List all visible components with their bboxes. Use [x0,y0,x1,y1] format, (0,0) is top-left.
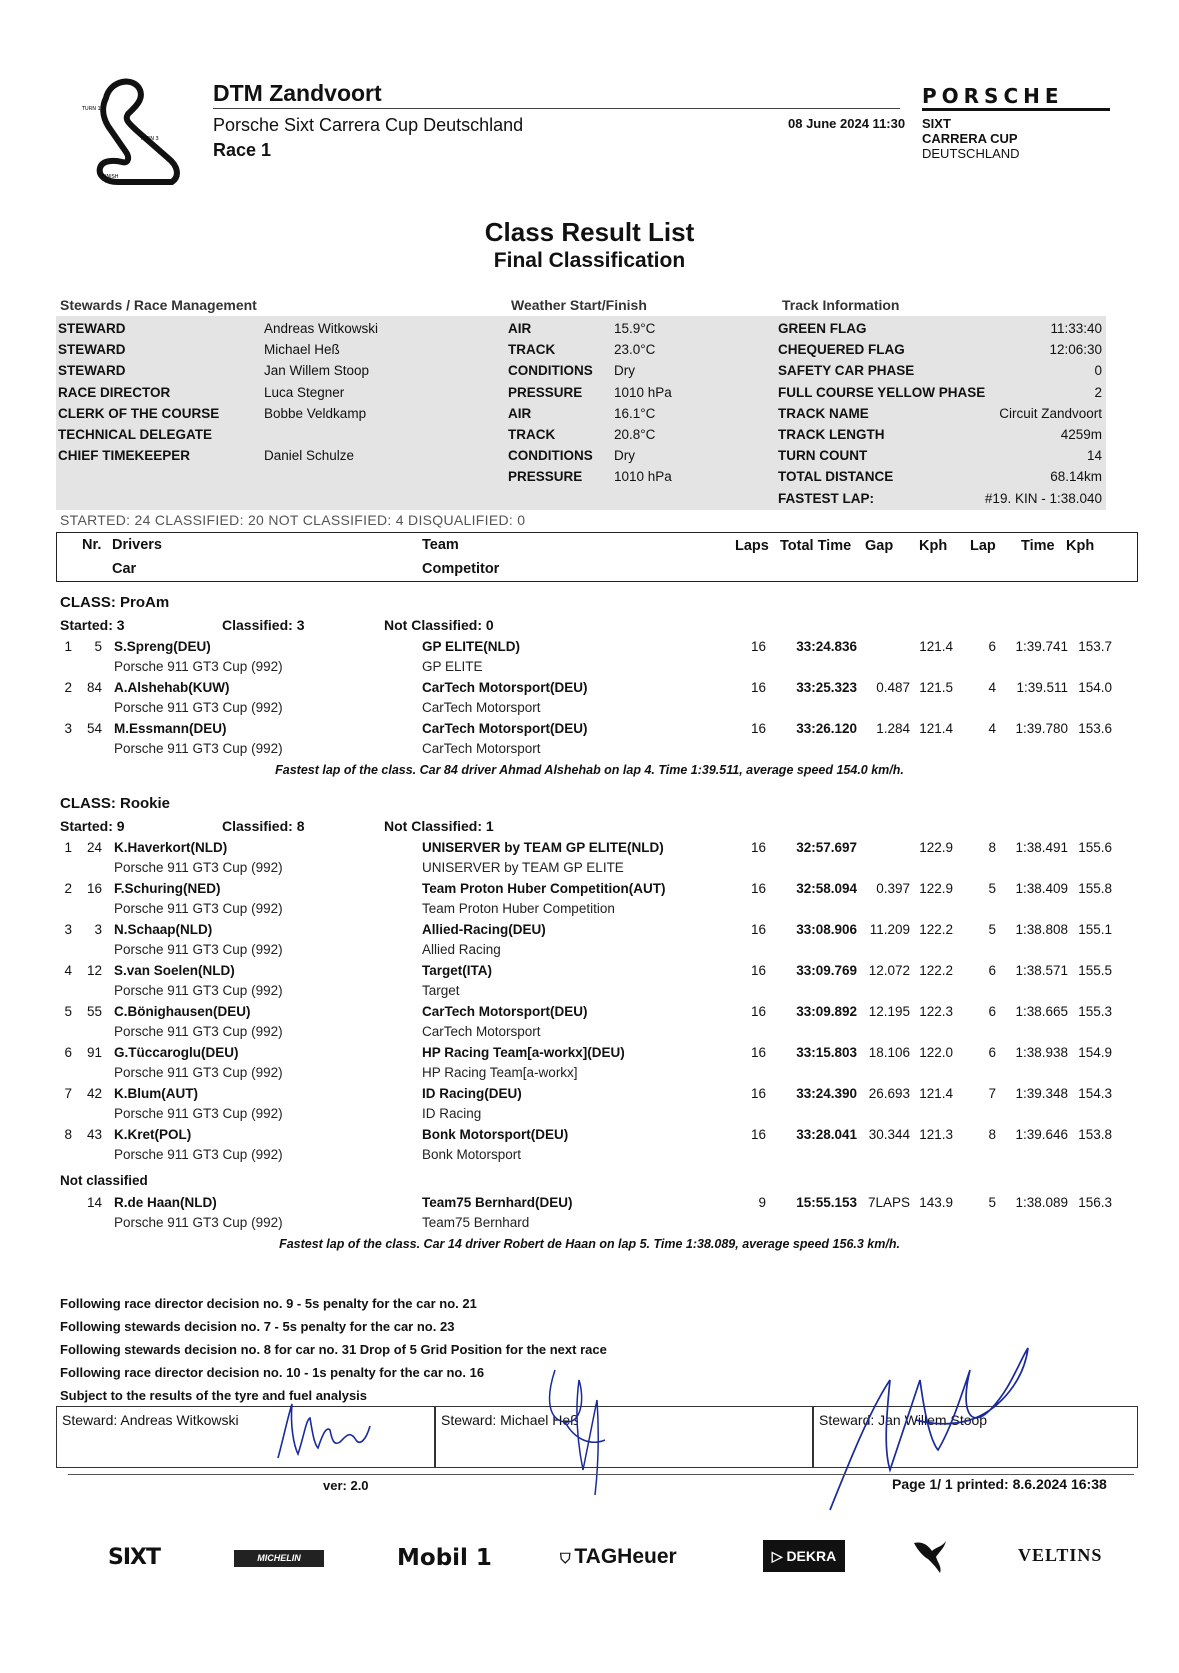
signature-steward-2: Steward: Michael Heß [441,1412,579,1428]
result-position: 3 [64,721,72,736]
avg-kph: 122.0 [919,1045,953,1060]
class-started: Started: 3 [60,617,125,633]
team-name: ID Racing(DEU) [422,1086,522,1101]
competitor-name: ID Racing [422,1106,482,1121]
total-time: 33:09.769 [796,963,857,978]
race-summary: STARTED: 24 CLASSIFIED: 20 NOT CLASSIFIED: 4 DISQUALIFIED: 0 [60,512,526,528]
car-number: 84 [86,680,102,695]
weather-value: 20.8°C [614,427,656,442]
best-lap-number: 6 [988,963,996,978]
weather-value: Dry [614,363,635,379]
best-lap-kph: 153.6 [1078,721,1112,736]
class-name: CLASS: ProAm [60,594,170,611]
logo-carrera: CARRERA CUP [922,131,1018,146]
car-model: Porsche 911 GT3 Cup (992) [114,901,283,916]
sponsor-tagheuer-label: TAGHeuer [574,1545,677,1568]
track-label: TOTAL DISTANCE [778,469,894,485]
sponsor-michelin: MICHELIN [234,1550,324,1567]
col-laps: Laps [735,538,769,554]
col-kph: Kph [919,538,948,554]
steward-name: Bobbe Veldkamp [264,405,367,421]
car-number: 3 [94,922,102,937]
track-value: 0 [1094,363,1102,379]
track-label: CHEQUERED FLAG [778,342,905,358]
competitor-name: Allied Racing [422,942,501,957]
steward-name: Andreas Witkowski [264,321,379,336]
competitor-name: CarTech Motorsport [422,700,541,715]
result-position: 6 [64,1045,72,1060]
logo-sixt: SIXT [922,116,951,131]
team-name: CarTech Motorsport(DEU) [422,721,588,736]
result-position: 2 [64,881,72,896]
steward-role: RACE DIRECTOR [58,384,171,400]
weather-value: 15.9°C [614,321,656,336]
team-name: CarTech Motorsport(DEU) [422,1004,588,1019]
team-name: Team75 Bernhard(DEU) [422,1195,573,1210]
class-not-classified: Not Classified: 1 [384,818,494,834]
stewards-heading: Stewards / Race Management [60,297,257,313]
col-total-time: Total Time [780,538,852,554]
class-started: Started: 9 [60,818,125,834]
avg-kph: 122.9 [919,881,953,896]
competitor-name: GP ELITE [422,659,483,674]
laps-count: 9 [758,1195,766,1210]
best-lap-kph: 155.8 [1078,881,1112,896]
car-number: 12 [86,963,102,978]
best-lap-number: 7 [988,1086,996,1101]
weather-label: PRESSURE [508,384,583,400]
tagheuer-shield-icon: ⛉ [560,1550,575,1566]
car-model: Porsche 911 GT3 Cup (992) [114,860,283,875]
best-lap-kph: 154.3 [1078,1086,1112,1101]
page-printed: Page 1/ 1 printed: 8.6.2024 16:38 [892,1476,1107,1492]
team-name: UNISERVER by TEAM GP ELITE(NLD) [422,840,664,855]
total-time: 32:58.094 [796,881,857,896]
driver-name: N.Schaap(NLD) [114,922,213,937]
logo-deutschland: DEUTSCHLAND [922,146,1020,161]
laps-count: 16 [750,639,766,654]
team-name: CarTech Motorsport(DEU) [422,680,588,695]
porsche-logo: PORSCHE [922,84,1064,108]
steward-name: Michael Heß [264,342,340,358]
steward-role: CHIEF TIMEKEEPER [58,448,191,464]
gap: 0.397 [876,881,910,896]
sponsor-mobil1: Mobil 1 [397,1545,492,1571]
sponsor-sixt: SIXT [108,1545,160,1570]
car-model: Porsche 911 GT3 Cup (992) [114,1215,283,1230]
map-label-turn1: TURN 1 [82,106,101,112]
weather-value: 16.1°C [614,405,656,421]
track-label: GREEN FLAG [778,321,867,336]
col-best-kph: Kph [1066,538,1095,554]
competitor-name: Team75 Bernhard [422,1215,530,1230]
best-lap-number: 5 [988,1195,996,1210]
team-name: Target(ITA) [422,963,492,978]
steward-role: TECHNICAL DELEGATE [58,427,213,442]
track-label: FASTEST LAP: [778,490,875,506]
avg-kph: 143.9 [919,1195,953,1210]
header-divider [213,108,900,109]
best-lap-number: 6 [988,639,996,654]
competitor-name: Team Proton Huber Competition [422,901,615,916]
gap: 12.072 [868,963,910,978]
weather-label: TRACK [508,427,556,442]
laps-count: 16 [750,881,766,896]
car-model: Porsche 911 GT3 Cup (992) [114,1024,283,1039]
gap: 11.209 [869,922,910,937]
competitor-name: Bonk Motorsport [422,1147,522,1162]
steward-name: Luca Stegner [264,384,345,400]
weather-label: AIR [508,405,532,421]
avg-kph: 121.3 [919,1127,953,1142]
event-title: DTM Zandvoort [213,80,382,106]
weather-value: 1010 hPa [614,469,672,485]
best-lap-kph: 154.0 [1078,680,1112,695]
total-time: 15:55.153 [796,1195,857,1210]
track-value: 11:33:40 [1050,321,1102,336]
best-lap-time: 1:38.571 [1015,963,1068,978]
best-lap-number: 4 [988,721,996,736]
best-lap-kph: 153.7 [1078,639,1112,654]
car-model: Porsche 911 GT3 Cup (992) [114,942,283,957]
best-lap-time: 1:38.665 [1015,1004,1068,1019]
competitor-name: Target [422,983,460,998]
track-value: 2 [1094,384,1102,400]
avg-kph: 121.4 [919,1086,953,1101]
best-lap-time: 1:39.511 [1016,680,1068,695]
laps-count: 16 [750,1127,766,1142]
driver-name: F.Schuring(NED) [114,881,221,896]
col-lap: Lap [970,538,996,554]
total-time: 33:26.120 [796,721,857,736]
driver-name: A.Alshehab(KUW) [114,680,230,695]
race-datetime: 08 June 2024 11:30 [788,116,906,131]
handwritten-signature-3 [820,1340,1040,1520]
result-position: 2 [64,680,72,695]
best-lap-kph: 155.3 [1078,1004,1112,1019]
driver-name: S.Spreng(DEU) [114,639,211,654]
laps-count: 16 [750,922,766,937]
avg-kph: 122.3 [919,1004,953,1019]
car-model: Porsche 911 GT3 Cup (992) [114,983,283,998]
avg-kph: 121.4 [919,721,953,736]
best-lap-kph: 155.5 [1078,963,1112,978]
total-time: 32:57.697 [796,840,857,855]
signature-divider [812,1406,814,1468]
result-position: 8 [64,1127,72,1142]
car-model: Porsche 911 GT3 Cup (992) [114,1147,283,1162]
carrera-cup-logo [922,116,1020,161]
best-lap-number: 5 [988,881,996,896]
best-lap-time: 1:38.089 [1015,1195,1068,1210]
col-nr: Nr. [82,537,102,553]
car-model: Porsche 911 GT3 Cup (992) [114,1065,283,1080]
total-time: 33:15.803 [796,1045,857,1060]
best-lap-time: 1:39.348 [1015,1086,1068,1101]
result-position: 7 [64,1086,72,1101]
handwritten-signature-2 [535,1360,625,1500]
total-time: 33:24.390 [796,1086,857,1101]
steward-role: STEWARD [58,321,126,336]
driver-name: K.Kret(POL) [114,1127,192,1142]
track-value: 4259m [1060,427,1102,442]
decision-note: Following race director decision no. 9 - 5s penalty for the car no. 21 [60,1296,477,1311]
weather-label: PRESSURE [508,469,583,485]
car-number: 55 [86,1004,102,1019]
footer-divider [68,1474,1134,1475]
weather-label: CONDITIONS [508,448,593,464]
car-model: Porsche 911 GT3 Cup (992) [114,741,283,756]
decision-note: Following stewards decision no. 8 for car no. 31 Drop of 5 Grid Position for the next race [60,1342,607,1357]
track-value: 68.14km [1050,469,1102,485]
best-lap-number: 8 [988,1127,996,1142]
signature-divider [434,1406,436,1468]
total-time: 33:24.836 [796,639,857,654]
result-position: 5 [64,1004,72,1019]
driver-name: S.van Soelen(NLD) [114,963,235,978]
car-model: Porsche 911 GT3 Cup (992) [114,700,283,715]
version: ver: 2.0 [323,1478,369,1493]
handwritten-signature-1 [270,1396,400,1466]
car-model: Porsche 911 GT3 Cup (992) [114,659,283,674]
decision-note: Following race director decision no. 10 - 1s penalty for the car no. 16 [60,1365,485,1380]
laps-count: 16 [750,1086,766,1101]
car-number: 14 [86,1195,102,1210]
result-position: 1 [64,840,72,855]
sponsor-puma-logo [912,1537,952,1575]
avg-kph: 121.4 [919,639,953,654]
signature-steward-1: Steward: Andreas Witkowski [62,1412,239,1428]
weather-label: AIR [508,321,532,336]
track-label: TRACK LENGTH [778,427,885,442]
best-lap-number: 5 [988,922,996,937]
steward-name: Jan Willem Stoop [264,363,370,379]
page-title: Class Result List [484,217,695,247]
laps-count: 16 [750,840,766,855]
col-drivers: Drivers [112,537,162,553]
col-team: Team [422,537,459,553]
best-lap-time: 1:38.409 [1015,881,1068,896]
total-time: 33:28.041 [796,1127,857,1142]
team-name: GP ELITE(NLD) [422,639,521,654]
decision-note: Following stewards decision no. 7 - 5s penalty for the car no. 23 [60,1319,455,1334]
best-lap-number: 8 [988,840,996,855]
best-lap-kph: 154.9 [1078,1045,1112,1060]
steward-role: CLERK OF THE COURSE [58,405,220,421]
sponsor-tagheuer [560,1545,677,1569]
sponsor-dekra-label: DEKRA [786,1548,837,1564]
car-number: 91 [86,1045,102,1060]
dekra-arrow-icon: ▷ [771,1548,787,1564]
steward-name: Daniel Schulze [264,448,355,464]
best-lap-time: 1:38.938 [1015,1045,1068,1060]
avg-kph: 121.5 [919,680,953,695]
result-position: 4 [64,963,72,978]
laps-count: 16 [750,963,766,978]
gap: 12.195 [868,1004,910,1019]
laps-count: 16 [750,1045,766,1060]
car-number: 5 [94,639,102,654]
best-lap-time: 1:38.491 [1015,840,1068,855]
best-lap-time: 1:39.741 [1015,639,1068,654]
track-label: TURN COUNT [778,448,868,464]
car-number: 54 [86,721,102,736]
best-lap-kph: 155.1 [1078,922,1112,937]
driver-name: K.Blum(AUT) [114,1086,198,1101]
avg-kph: 122.2 [919,922,953,937]
result-position: 3 [64,922,72,937]
best-lap-kph: 153.8 [1078,1127,1112,1142]
track-label: TRACK NAME [778,405,869,421]
total-time: 33:08.906 [796,922,857,937]
driver-name: G.Tüccaroglu(DEU) [114,1045,239,1060]
team-name: Team Proton Huber Competition(AUT) [422,881,666,896]
col-gap: Gap [865,538,894,554]
best-lap-kph: 155.6 [1078,840,1112,855]
class-fastest-lap: Fastest lap of the class. Car 84 driver Ahmad Alshehab on lap 4. Time 1:39.511, average speed 154.0 km/h. [275,763,904,777]
col-time: Time [1021,538,1055,554]
competitor-name: UNISERVER by TEAM GP ELITE [422,860,624,875]
steward-role: STEWARD [58,363,126,379]
car-model: Porsche 911 GT3 Cup (992) [114,1106,283,1121]
gap: 30.344 [868,1127,910,1142]
driver-name: R.de Haan(NLD) [114,1195,217,1210]
weather-label: TRACK [508,342,556,358]
competitor-name: CarTech Motorsport [422,1024,541,1039]
col-car: Car [112,561,137,577]
sponsor-veltins: VELTINS [1018,1545,1103,1565]
class-not-classified: Not Classified: 0 [384,617,494,633]
page-subtitle: Final Classification [493,249,686,272]
track-label: SAFETY CAR PHASE [778,363,915,379]
gap: 7LAPS [867,1195,910,1210]
total-time: 33:25.323 [796,680,857,695]
best-lap-time: 1:39.780 [1015,721,1068,736]
team-name: Bonk Motorsport(DEU) [422,1127,569,1142]
gap: 26.693 [868,1086,910,1101]
best-lap-time: 1:38.808 [1015,922,1068,937]
car-number: 43 [86,1127,102,1142]
weather-label: CONDITIONS [508,363,593,379]
track-value: #19. KIN - 1:38.040 [984,490,1102,506]
map-label-finish: FINISH [102,174,119,180]
competitor-name: HP Racing Team[a-workx] [422,1065,578,1080]
best-lap-time: 1:39.646 [1015,1127,1068,1142]
decision-note: Subject to the results of the tyre and fuel analysis [60,1388,368,1403]
best-lap-number: 6 [988,1004,996,1019]
track-value: Circuit Zandvoort [999,405,1102,421]
avg-kph: 122.9 [919,840,953,855]
driver-name: M.Essmann(DEU) [114,721,227,736]
laps-count: 16 [750,680,766,695]
best-lap-number: 4 [988,680,996,695]
track-value: 12:06:30 [1049,342,1102,358]
gap: 0.487 [876,680,910,695]
race-name: Race 1 [213,140,272,160]
col-competitor: Competitor [422,561,500,577]
signature-steward-3: Steward: Jan Willem Stoop [819,1412,988,1428]
team-name: HP Racing Team[a-workx](DEU) [422,1045,625,1060]
team-name: Allied-Racing(DEU) [422,922,546,937]
series-name: Porsche Sixt Carrera Cup Deutschland [213,115,524,135]
steward-role: STEWARD [58,342,126,358]
weather-heading: Weather Start/Finish [511,297,647,313]
driver-name: K.Haverkort(NLD) [114,840,228,855]
sponsor-dekra [763,1540,845,1572]
laps-count: 16 [750,1004,766,1019]
track-label: FULL COURSE YELLOW PHASE [778,384,986,400]
laps-count: 16 [750,721,766,736]
porsche-logo-underline [922,108,1110,111]
weather-value: 23.0°C [614,342,656,358]
total-time: 33:09.892 [796,1004,857,1019]
weather-value: 1010 hPa [614,384,672,400]
class-name: CLASS: Rookie [60,795,171,812]
driver-name: C.Bönighausen(DEU) [114,1004,251,1019]
gap: 18.106 [868,1045,910,1060]
track-map-logo [82,74,202,196]
avg-kph: 122.2 [919,963,953,978]
not-classified-heading: Not classified [60,1173,148,1188]
car-number: 16 [86,881,102,896]
track-heading: Track Information [782,297,900,313]
class-fastest-lap: Fastest lap of the class. Car 14 driver Robert de Haan on lap 5. Time 1:38.089, average speed 156.3 km/h. [279,1237,900,1251]
best-lap-number: 6 [988,1045,996,1060]
weather-value: Dry [614,448,635,464]
competitor-name: CarTech Motorsport [422,741,541,756]
best-lap-kph: 156.3 [1078,1195,1112,1210]
car-number: 42 [86,1086,102,1101]
class-classified: Classified: 8 [222,818,305,834]
map-label-turn3: TURN 3 [140,136,159,142]
class-classified: Classified: 3 [222,617,305,633]
car-number: 24 [86,840,102,855]
track-value: 14 [1086,448,1102,464]
gap: 1.284 [876,721,910,736]
result-position: 1 [64,639,72,654]
